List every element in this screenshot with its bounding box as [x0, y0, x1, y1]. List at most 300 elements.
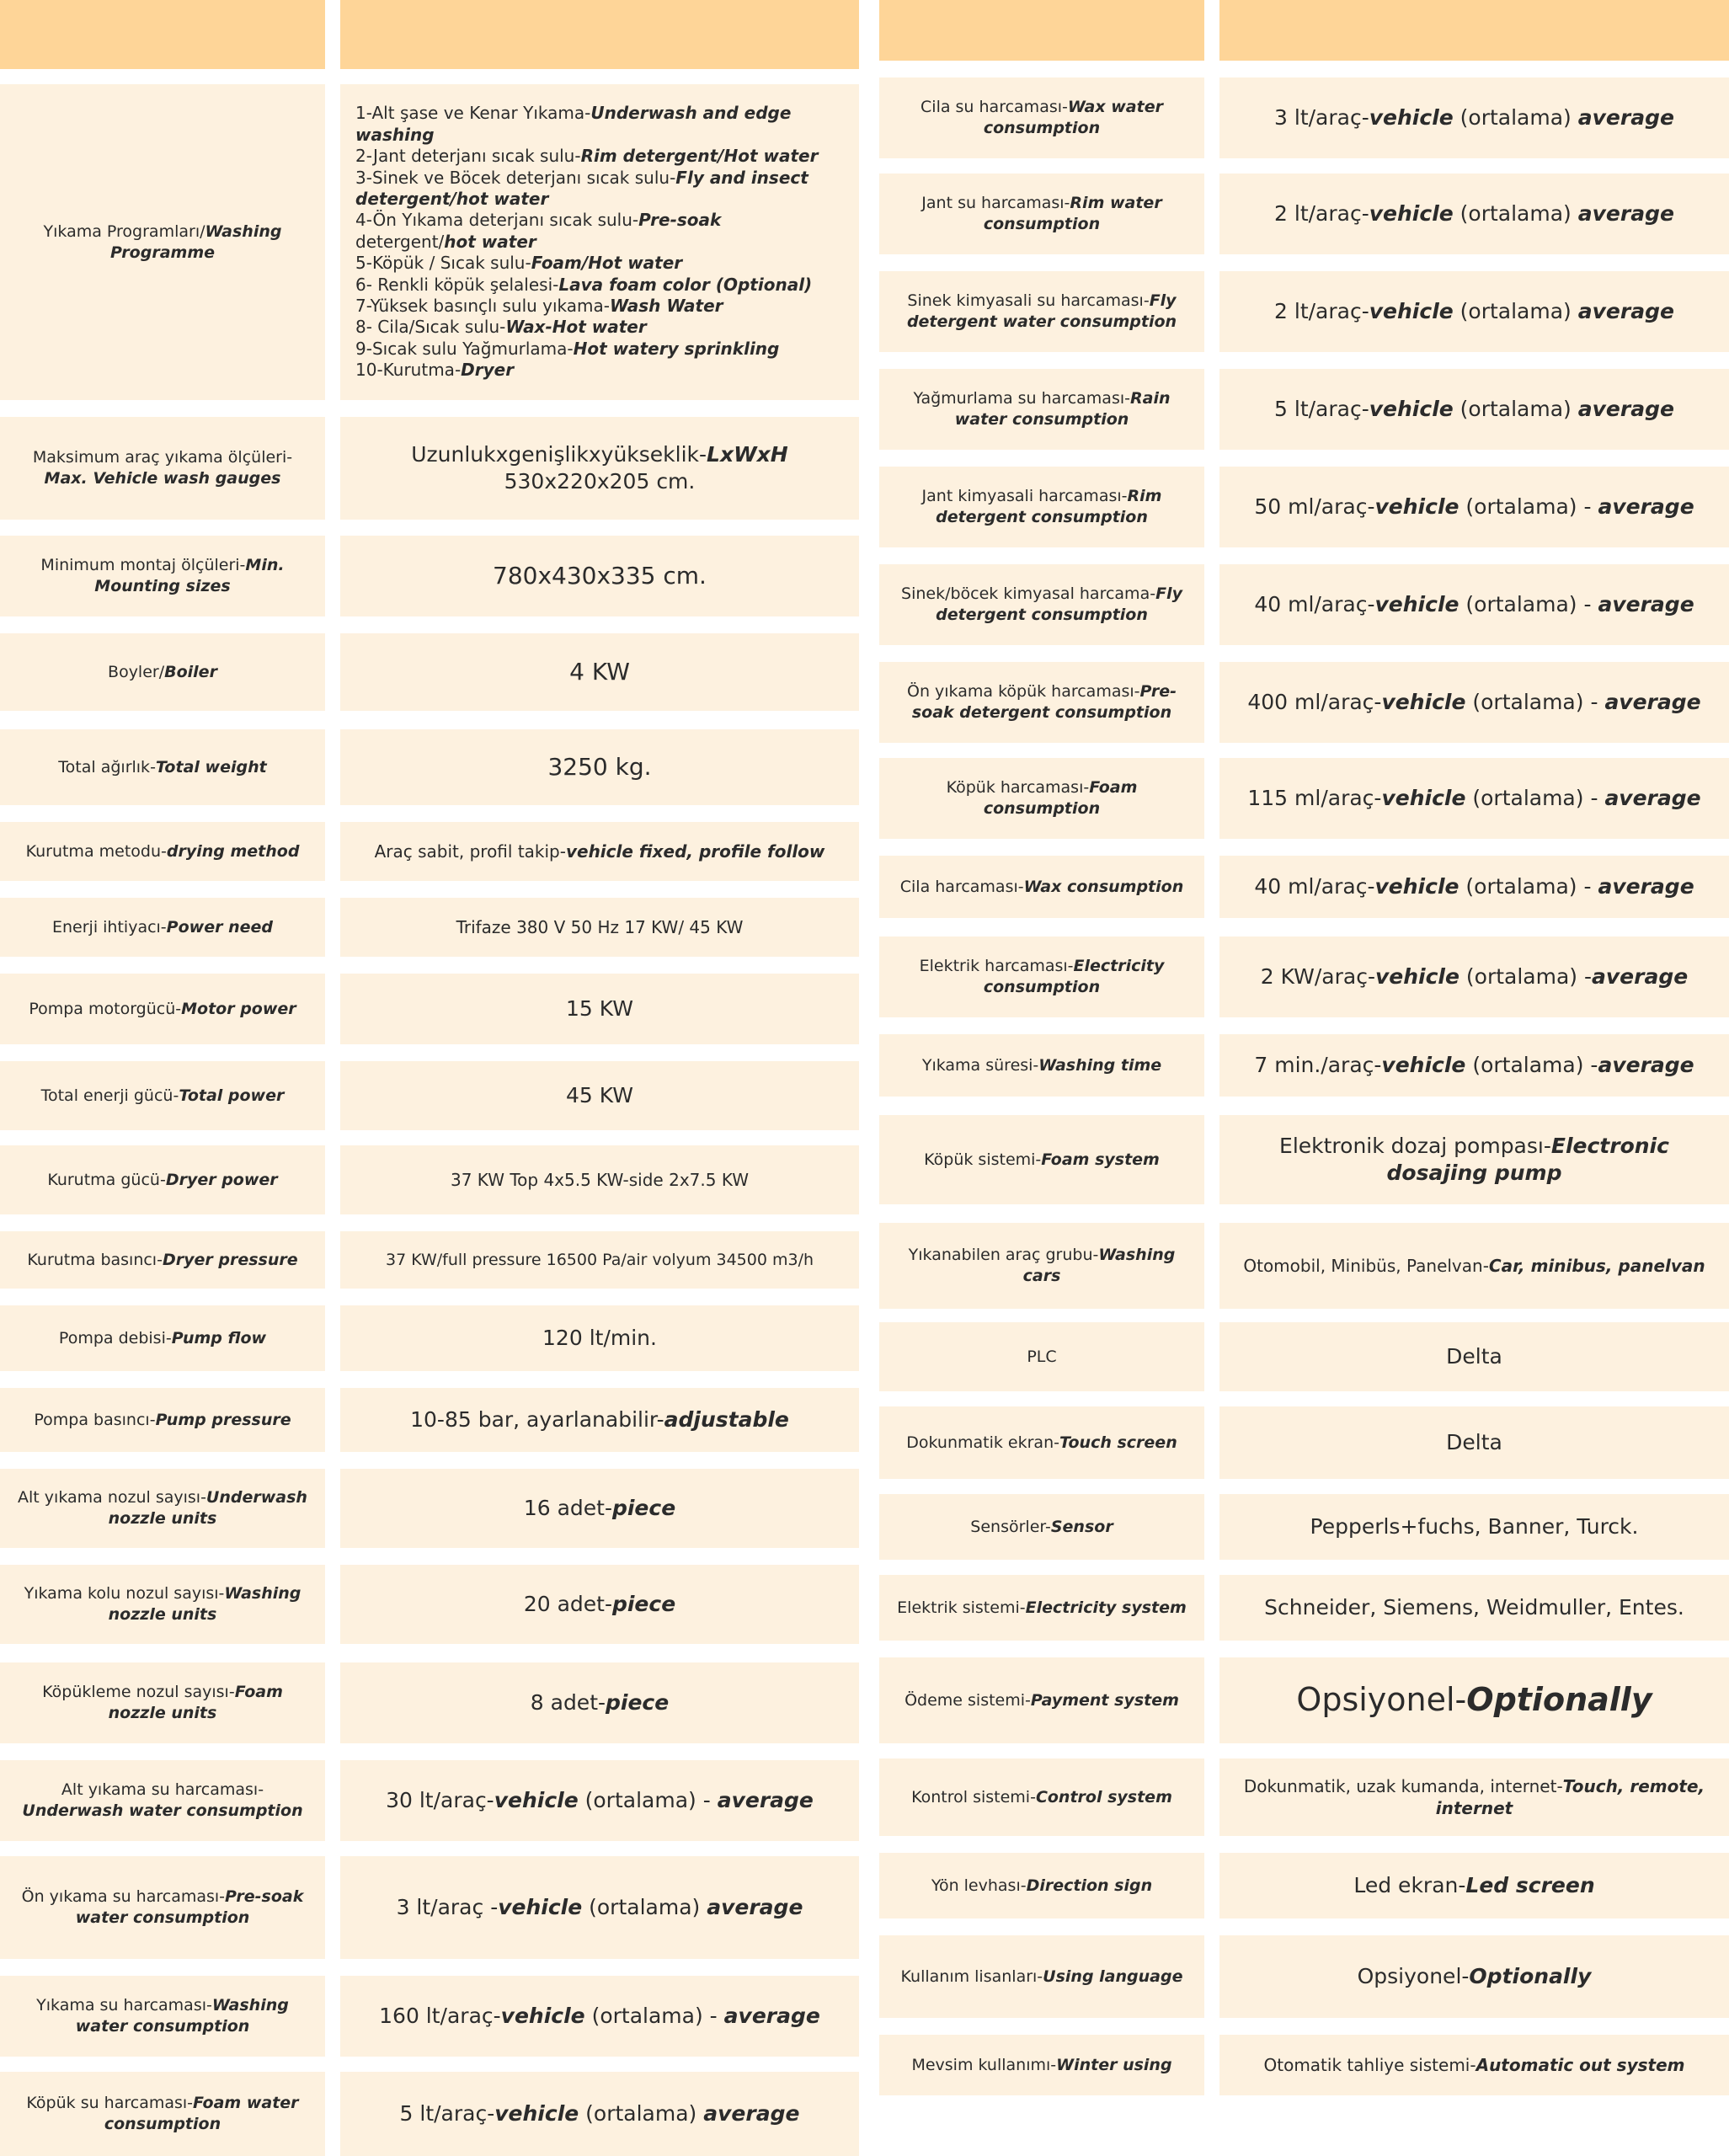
value-tr: (ortalama) [1453, 396, 1578, 421]
row-label [15, 1487, 310, 1529]
right-label-cell [879, 467, 1204, 547]
label-en: Washing Programme [109, 221, 282, 262]
value-tr: 115 ml/araç- [1247, 785, 1382, 810]
label-en: Wax consumption [1023, 877, 1184, 896]
value-tr: (ortalama) - [1459, 963, 1593, 989]
row-value [547, 752, 651, 782]
value-tr: Opsiyonel- [1296, 1681, 1467, 1719]
left-value-cell [340, 898, 859, 957]
left-value-cell [340, 417, 859, 520]
row-label [15, 2093, 310, 2134]
label-tr: Yön levhası- [931, 1876, 1027, 1895]
left-value-cell [340, 729, 859, 805]
label-tr: Yıkama Programları/ [43, 221, 205, 241]
label-en: Underwash water consumption [22, 1801, 303, 1820]
row-label [897, 1598, 1187, 1619]
label-en: Dryer pressure [162, 1250, 298, 1269]
value-tr: 120 lt/min. [542, 1325, 657, 1350]
value-en: vehicle [1374, 963, 1460, 989]
row-label [15, 1780, 310, 1821]
left-label-cell [0, 1061, 325, 1130]
label-tr: Total enerji gücü- [40, 1086, 179, 1105]
row-label [894, 681, 1189, 723]
program-step-tr: 9-Sıcak sulu Yağmurlama- [355, 338, 574, 359]
row-label [924, 1150, 1160, 1171]
program-step-tr: 7-Yüksek basınçlı sulu yıkama- [355, 295, 611, 316]
label-en: Winter using [1056, 2055, 1172, 2074]
value-tr: 37 KW Top 4x5.5 KW-side 2x7.5 KW [451, 1170, 749, 1190]
label-tr: Total ağırlık- [58, 757, 156, 776]
program-step [355, 210, 844, 231]
value-tr: Led ekran- [1353, 1872, 1466, 1897]
value-en: average [1604, 689, 1701, 714]
left-label-cell [0, 1145, 325, 1214]
row-value [397, 1894, 803, 1922]
value-en: vehicle [498, 1894, 583, 1919]
value-en: Automatic out system [1476, 2055, 1685, 2075]
value-en: vehicle [1374, 494, 1460, 519]
label-en: Fly detergent consumption [936, 584, 1182, 624]
row-value [451, 1169, 749, 1191]
right-value-cell [1219, 2035, 1729, 2095]
label-en: Control system [1035, 1787, 1172, 1806]
right-value-cell [1219, 1322, 1729, 1391]
left-value-cell [340, 1061, 859, 1130]
label-tr: Pompa debisi- [58, 1328, 172, 1348]
label-en: Foam water consumption [104, 2094, 299, 2133]
value-en: average [1592, 963, 1689, 989]
value-tr: 3250 kg. [547, 752, 652, 781]
program-step-tr: 3-Sinek ve Böcek deterjanı sıcak sulu- [355, 167, 676, 188]
value-en: average [1604, 785, 1701, 810]
label-en: Rain water consumption [954, 389, 1171, 429]
right-value-cell [1219, 856, 1729, 918]
value-en: average [1577, 104, 1674, 130]
row-label [931, 1876, 1152, 1897]
row-label [15, 1583, 310, 1625]
row-value [1264, 2054, 1685, 2076]
label-en: Washing nozzle units [108, 1584, 302, 1624]
row-label [15, 1995, 310, 2036]
right-value-cell [1219, 271, 1729, 352]
row-value [524, 1495, 675, 1523]
right-label-cell [879, 1575, 1204, 1641]
right-value-cell [1219, 662, 1729, 743]
right-label-cell [879, 564, 1204, 645]
left-value-cell [340, 633, 859, 711]
label-tr: Cila su harcaması- [921, 98, 1068, 117]
value-tr: 5 lt/araç- [1274, 396, 1369, 421]
label-en: Fly detergent water consumption [906, 291, 1177, 331]
label-tr: Yıkama su harcaması- [36, 1996, 212, 2015]
value-tr: 780x430x335 cm. [493, 561, 707, 590]
value-tr: (ortalama) - [1465, 1052, 1598, 1077]
row-value [1243, 1255, 1705, 1277]
left-label-cell [0, 729, 325, 805]
program-step-en: Wash Water [610, 295, 723, 316]
left-value-cell [340, 1305, 859, 1371]
row-value [1247, 689, 1700, 717]
label-tr: Minimum montaj ölçüleri- [40, 556, 246, 575]
row-value [379, 2003, 820, 2031]
row-value [1310, 1513, 1639, 1541]
left-value-cell [340, 974, 859, 1044]
value-en: Electronic dosajing pump [1386, 1133, 1669, 1185]
label-tr: Sinek/böcek kimyasal harcama- [901, 584, 1156, 604]
row-value [411, 441, 787, 496]
program-step-en: Pre-soak [638, 210, 722, 231]
value-tr: 37 KW/full pressure 16500 Pa/air volyum 34500 m3/h [385, 1250, 814, 1269]
right-value-cell [1219, 758, 1729, 839]
label-en: Rim detergent consumption [936, 487, 1162, 526]
row-value [386, 1787, 814, 1815]
program-step-tr: detergent/ [355, 231, 445, 252]
label-en: Foam consumption [983, 778, 1138, 818]
value-tr: Opsiyonel- [1357, 1963, 1470, 1988]
program-step [355, 296, 844, 317]
row-value [1235, 1133, 1714, 1187]
value-en: vehicle [1374, 591, 1460, 616]
label-tr: Enerji ihtiyacı- [52, 917, 167, 937]
program-step-tr: 4-Ön Yıkama deterjanı sıcak sulu- [355, 210, 639, 231]
value-tr: Otomatik tahliye sistemi- [1263, 2055, 1476, 2075]
row-label [894, 584, 1189, 625]
right-value-cell [1219, 77, 1729, 158]
row-value [1254, 591, 1694, 619]
program-step [355, 317, 844, 338]
label-en: Electricity consumption [983, 957, 1165, 996]
row-label [15, 447, 310, 488]
right-label-cell [879, 1935, 1204, 2018]
label-en: Wax water consumption [983, 98, 1163, 137]
label-en: Using language [1043, 1967, 1183, 1986]
label-en: Pre-soak water consumption [75, 1887, 304, 1927]
row-label [894, 193, 1189, 234]
left-label-cell [0, 1231, 325, 1289]
label-tr: Dokunmatik ekran- [906, 1433, 1059, 1452]
label-tr: Pompa motorgücü- [29, 999, 182, 1018]
label-tr: Mevsim kullanımı- [911, 2055, 1057, 2074]
left-label-cell [0, 1856, 325, 1959]
value-tr: (ortalama) [582, 1894, 707, 1919]
right-value-cell [1219, 467, 1729, 547]
label-en: Dryer power [165, 1170, 278, 1189]
value-tr: (ortalama) - [1459, 873, 1598, 899]
row-value [400, 2100, 800, 2128]
left-value-cell [340, 1856, 859, 1959]
row-label [52, 917, 273, 938]
left-value-cell [340, 536, 859, 616]
row-label [34, 1410, 291, 1431]
right-label-cell [879, 1853, 1204, 1919]
left-label-cell [0, 84, 325, 400]
value-en: average [1577, 200, 1674, 226]
right-label-cell [879, 271, 1204, 352]
row-label [911, 2055, 1171, 2076]
row-value [531, 1689, 669, 1717]
right-label-cell [879, 1758, 1204, 1836]
label-tr: Kullanım lisanları- [900, 1967, 1043, 1986]
row-label [27, 1250, 297, 1271]
value-tr: Trifaze 380 V 50 Hz 17 KW/ 45 KW [456, 917, 744, 937]
label-tr: Yıkama süresi- [921, 1055, 1039, 1075]
left-value-cell [340, 1760, 859, 1841]
label-tr: Elektrik harcaması- [919, 957, 1074, 976]
label-en: Electricity system [1025, 1598, 1187, 1617]
left-value-cell [340, 1388, 859, 1452]
row-value [1254, 873, 1694, 901]
left-label-cell [0, 1388, 325, 1452]
program-step [355, 232, 844, 253]
value-tr: (ortalama) - [578, 1787, 718, 1812]
value-tr: 10-85 bar, ayarlanabilir- [410, 1406, 664, 1432]
value-en: average [707, 1894, 803, 1919]
left-label-cell [0, 1976, 325, 2057]
right-label-cell [879, 369, 1204, 450]
row-value [1274, 200, 1674, 228]
left-value-cell [340, 1231, 859, 1289]
left-label-cell [0, 1662, 325, 1743]
value-en: average [717, 1787, 814, 1812]
value-tr: 16 adet- [523, 1495, 612, 1520]
value-tr: 2 lt/araç- [1274, 200, 1369, 226]
program-step-tr: 8- Cila/Sıcak sulu- [355, 317, 506, 338]
row-label [894, 291, 1189, 332]
value-tr: 40 ml/araç- [1254, 591, 1375, 616]
value-tr: 30 lt/araç- [386, 1787, 494, 1812]
value-tr: Delta [1446, 1429, 1502, 1454]
right-value-cell [1219, 1853, 1729, 1919]
row-label [894, 486, 1189, 527]
value-en: vehicle [1374, 873, 1460, 899]
program-step-en: Foam/Hot water [531, 253, 683, 274]
label-en: Underwash nozzle units [108, 1488, 307, 1528]
program-step [355, 168, 844, 211]
label-en: Max. Vehicle wash gauges [44, 469, 281, 488]
label-en: Sensor [1050, 1517, 1113, 1536]
program-step [355, 146, 844, 167]
left-value-cell [340, 2072, 859, 2156]
row-label [47, 1170, 277, 1191]
row-value [1254, 494, 1694, 521]
value-en: average [723, 2003, 820, 2028]
row-label [15, 1682, 310, 1723]
label-tr: Yıkanabilen araç grubu- [908, 1246, 1099, 1265]
header-cell-2 [340, 0, 859, 69]
label-tr: Jant kimyasali harcaması- [921, 487, 1128, 506]
row-label [894, 777, 1189, 819]
value-en: vehicle fixed, profile follow [565, 841, 825, 862]
value-tr: Schneider, Siemens, Weidmuller, Entes. [1264, 1594, 1684, 1620]
value-en: average [1598, 873, 1694, 899]
value-tr: 20 adet- [523, 1591, 612, 1616]
right-value-cell [1219, 1223, 1729, 1309]
row-label [26, 841, 300, 862]
label-tr: Yıkama kolu nozul sayısı- [24, 1584, 225, 1604]
row-label [894, 97, 1189, 138]
value-en: average [1577, 298, 1674, 323]
program-step-en: Wax-Hot water [505, 317, 647, 338]
value-tr: 4 KW [569, 657, 630, 686]
value-tr: Delta [1446, 1343, 1502, 1369]
program-step-en: Dryer [461, 360, 515, 381]
right-value-cell [1219, 564, 1729, 645]
label-tr: Kurutma basıncı- [27, 1250, 163, 1269]
row-value [1254, 1052, 1694, 1080]
row-value [1274, 298, 1674, 326]
label-tr: Alt yıkama nozul sayısı- [18, 1488, 206, 1508]
value-tr: 3 lt/araç- [1274, 104, 1369, 130]
row-label [15, 221, 310, 263]
right-label-cell [879, 2035, 1204, 2095]
value-en: vehicle [1369, 200, 1454, 226]
row-label [894, 388, 1189, 430]
program-step-en: Fly and insect detergent/hot water [355, 167, 808, 210]
value-en: vehicle [494, 1787, 579, 1812]
label-tr: Maksimum araç yıkama ölçüleri- [32, 448, 293, 467]
value-tr: (ortalama) - [584, 2003, 724, 2028]
value-en: Optionally [1466, 1681, 1652, 1719]
label-tr: Sensörler- [970, 1517, 1051, 1536]
value-en: vehicle [1369, 298, 1454, 323]
value-tr: 400 ml/araç- [1247, 689, 1382, 714]
label-en: Power need [166, 917, 273, 937]
value-tr: 40 ml/araç- [1254, 873, 1375, 899]
value-en: vehicle [494, 2100, 579, 2126]
value-tr: Dokunmatik, uzak kumanda, internet- [1243, 1776, 1563, 1796]
left-value-cell [340, 1565, 859, 1644]
label-tr: Jant su harcaması- [921, 194, 1070, 213]
right-label-cell [879, 1494, 1204, 1560]
label-tr: Boyler/ [108, 662, 165, 681]
value-tr: (ortalama) [1453, 104, 1578, 130]
row-value [569, 657, 630, 687]
label-tr: Kurutma metodu- [25, 841, 167, 861]
row-label [29, 999, 296, 1020]
value-tr: 8 adet- [530, 1689, 606, 1715]
row-label [59, 1328, 266, 1349]
label-tr: Köpükleme nozul sayısı- [42, 1683, 235, 1702]
program-step [355, 253, 844, 274]
label-tr: Ön yıkama köpük harcaması- [907, 682, 1140, 702]
label-en: Washing cars [1022, 1246, 1176, 1285]
row-label [58, 757, 266, 778]
left-value-cell [340, 1976, 859, 2057]
left-value-cell [340, 1469, 859, 1548]
row-value [566, 995, 633, 1023]
header-cell-1 [0, 0, 325, 69]
left-label-cell [0, 1469, 325, 1548]
right-label-cell [879, 1034, 1204, 1097]
value-tr: Elektronik dozaj pompası- [1279, 1133, 1551, 1158]
value-tr: 5 lt/araç- [399, 2100, 495, 2126]
row-value [524, 1591, 675, 1619]
value-dimensions: 530x220x205 cm. [504, 469, 696, 494]
row-label [15, 1886, 310, 1928]
right-value-cell [1219, 1935, 1729, 2018]
left-value-cell [340, 822, 859, 881]
value-tr: (ortalama) - [1465, 689, 1605, 714]
row-label [894, 1245, 1189, 1286]
value-en: vehicle [1381, 785, 1466, 810]
left-label-cell [0, 1565, 325, 1644]
label-en: Min. Mounting sizes [94, 556, 285, 595]
row-label [108, 662, 217, 683]
left-value-cell [340, 1662, 859, 1743]
right-value-cell [1219, 369, 1729, 450]
value-en: Optionally [1469, 1963, 1592, 1988]
label-tr: Pompa basıncı- [34, 1410, 156, 1429]
left-label-cell [0, 974, 325, 1044]
row-value [386, 1250, 814, 1271]
left-label-cell [0, 822, 325, 881]
program-step-tr: 2-Jant deterjanı sıcak sulu- [355, 146, 581, 167]
value-tr: (ortalama) - [1465, 785, 1605, 810]
value-tr: 160 lt/araç- [379, 2003, 501, 2028]
row-value [1446, 1343, 1502, 1371]
left-value-cell [340, 84, 859, 400]
value-en: average [1598, 1052, 1694, 1077]
left-label-cell [0, 633, 325, 711]
program-step-en: Lava foam color (Optional) [558, 274, 813, 295]
header-cell-4 [1219, 0, 1729, 61]
washing-program-list [355, 103, 844, 381]
label-en: Foam system [1041, 1150, 1160, 1169]
row-label [894, 956, 1189, 997]
value-en: adjustable [664, 1406, 789, 1432]
value-en: piece [606, 1689, 670, 1715]
row-value [566, 1082, 633, 1110]
label-tr: Köpük harcaması- [946, 778, 1090, 798]
right-value-cell [1219, 1494, 1729, 1560]
value-tr: Araç sabit, profil takip- [374, 841, 566, 862]
value-tr: 45 KW [566, 1082, 633, 1107]
right-label-cell [879, 662, 1204, 743]
label-tr: Ödeme sistemi- [905, 1690, 1031, 1710]
value-tr: Otomobil, Minibüs, Panelvan- [1243, 1256, 1489, 1276]
label-en: Payment system [1030, 1690, 1179, 1710]
right-value-cell [1219, 1034, 1729, 1097]
row-value [456, 916, 744, 938]
value-en: vehicle [1381, 1052, 1466, 1077]
label-en: Pre-soak detergent consumption [911, 682, 1177, 722]
label-tr: Köpük su harcaması- [26, 2094, 194, 2113]
value-tr: (ortalama) [579, 2100, 704, 2126]
label-tr: Elektrik sistemi- [897, 1598, 1026, 1617]
right-label-cell [879, 1406, 1204, 1479]
program-step-tr: 1-Alt şase ve Kenar Yıkama- [355, 103, 591, 124]
row-value [1274, 104, 1674, 132]
value-en: Car, minibus, panelvan [1488, 1256, 1705, 1276]
right-label-cell [879, 1657, 1204, 1743]
right-value-cell [1219, 937, 1729, 1017]
row-value [1274, 396, 1674, 424]
row-value [1247, 785, 1700, 813]
value-en: vehicle [1369, 104, 1454, 130]
right-value-cell [1219, 1758, 1729, 1836]
label-tr: Köpük sistemi- [924, 1150, 1042, 1169]
row-label [41, 1086, 285, 1107]
program-step-en: Rim detergent/Hot water [580, 146, 819, 167]
row-value [1235, 1775, 1714, 1819]
value-tr: 7 min./araç- [1254, 1052, 1382, 1077]
row-label [900, 877, 1184, 898]
row-label [922, 1055, 1161, 1076]
label-tr: Ön yıkama su harcaması- [21, 1887, 226, 1907]
label-tr: Alt yıkama su harcaması- [61, 1780, 264, 1800]
left-label-cell [0, 1305, 325, 1371]
left-label-cell [0, 1760, 325, 1841]
